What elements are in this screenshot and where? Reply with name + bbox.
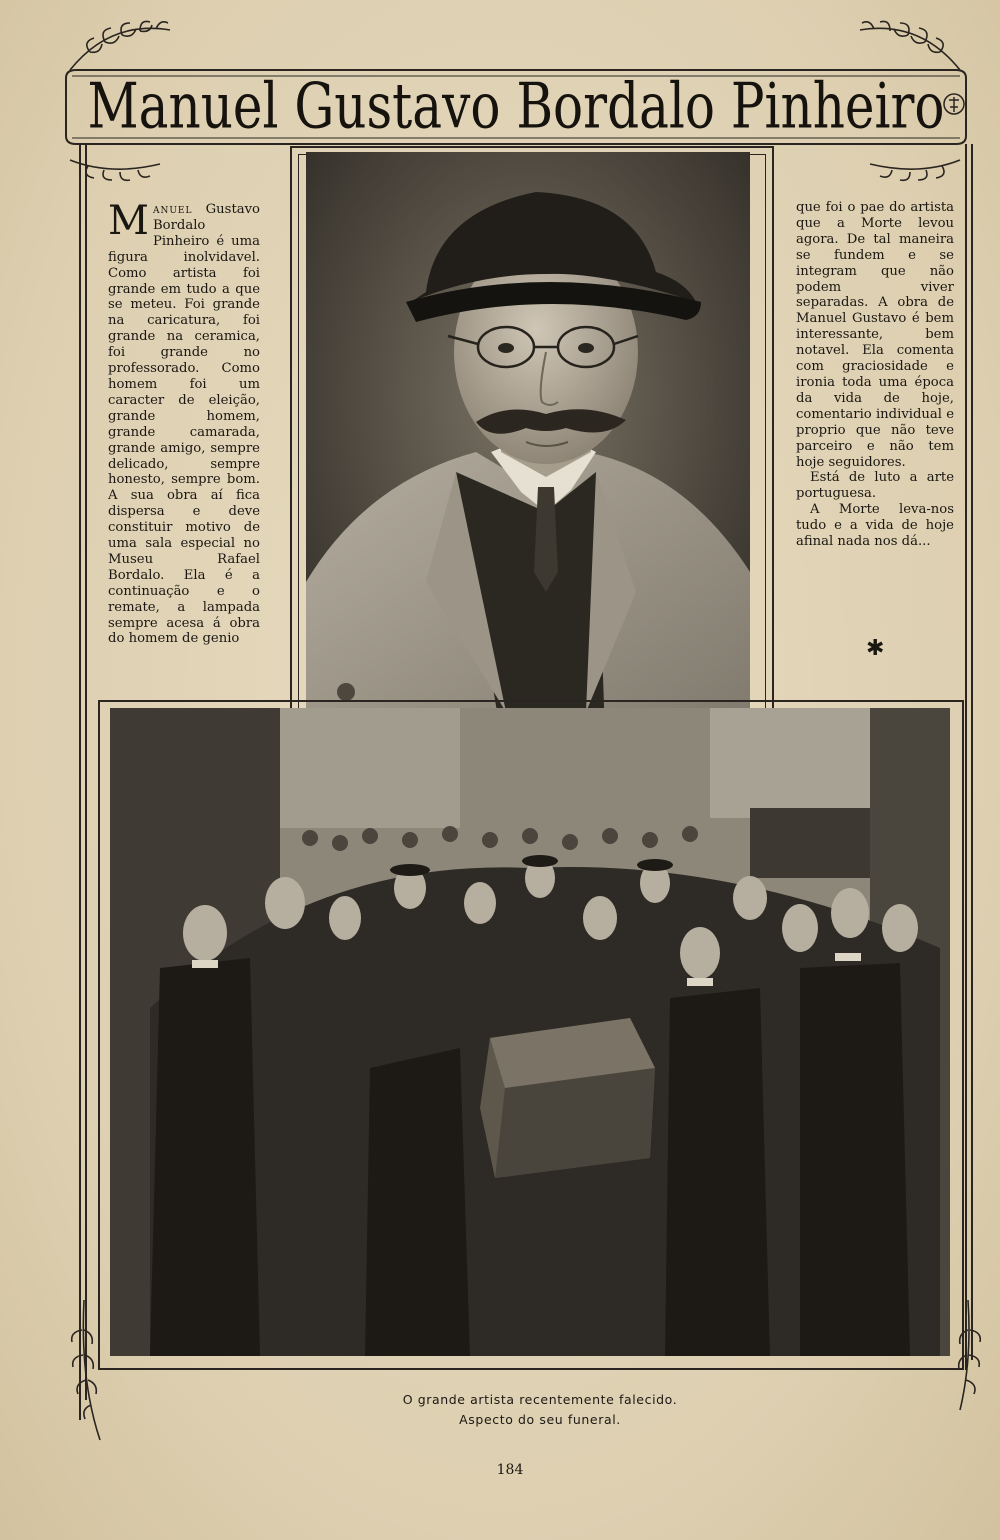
portrait-illustration <box>306 152 750 764</box>
left-column-text: Gustavo Bordalo Pinheiro é uma figura inolvidavel. Como artista foi grande em tudo a que se meteu. Foi grande na caricatura, foi grande na ceramica, foi grande no professorado. Como homem foi um caracter de eleição, grande homem, grande camarada, grande amigo, sempre delicado, sempre honesto, sempre bom. A sua obra aí fica dispersa e deve constituir motivo de uma sala especial no Museu Rafael Bordalo. Ela é a continuação e o remate, a lampada sempre acesa á obra do homem de genio <box>108 202 260 647</box>
page-number: 184 <box>496 1462 524 1478</box>
portrait-photo <box>306 152 750 764</box>
caption-line-2: Aspecto do seu funeral. <box>459 1412 621 1427</box>
title-banner <box>66 70 966 142</box>
right-paragraph-1: que foi o pae do artista que a Morte levou agora. De tal maneira se fundem e se integram que não podem viver separadas. A obra de Manuel Gustavo é bem interessante, bem notavel. Ela comenta com graciosidade e ironia toda uma época da vida de hoje, comentario individual e proprio que não teve parceiro e não tem hoje seguidores. <box>796 200 954 470</box>
lead-in-smallcaps: anuel <box>152 202 193 217</box>
drop-cap: M <box>108 198 149 244</box>
page-title: Manuel Gustavo Bordalo Pinheiro <box>87 69 945 143</box>
article-column-left <box>108 198 260 647</box>
article-column-right <box>796 200 954 550</box>
end-ornament-icon: ✱ <box>866 636 885 661</box>
right-paragraph-3: A Morte leva-nos tudo e a vida de hoje afinal nada nos dá... <box>796 502 954 550</box>
right-paragraph-2: Está de luto a arte portuguesa. <box>796 470 954 502</box>
coffin-shape <box>480 1018 655 1178</box>
funeral-photo <box>110 708 950 1356</box>
caption-line-1: O grande artista recentemente falecido. <box>402 1392 678 1407</box>
funeral-illustration <box>110 708 950 1356</box>
photo-caption <box>200 1390 880 1430</box>
